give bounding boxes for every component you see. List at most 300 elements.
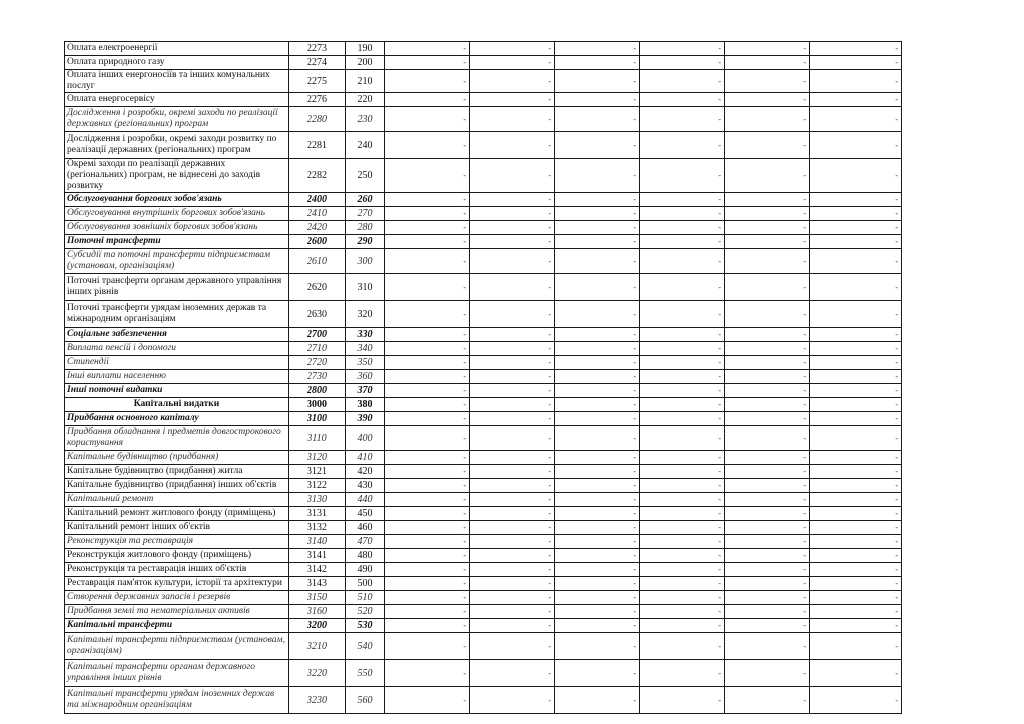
- line-code-cell: 280: [346, 221, 385, 235]
- value-cell: -: [810, 591, 902, 605]
- table-row: [65, 577, 902, 591]
- row-name-cell: Поточні трансферти урядам іноземних держав та міжнародним організаціям: [65, 301, 289, 328]
- value-cell: -: [555, 235, 640, 249]
- table-row: [65, 563, 902, 577]
- value-cell: -: [725, 132, 810, 159]
- value-cell: -: [555, 93, 640, 107]
- line-code-cell: 460: [346, 521, 385, 535]
- value-cell: -: [725, 235, 810, 249]
- table-row: [65, 342, 902, 356]
- value-cell: -: [810, 207, 902, 221]
- row-name-cell: Поточні трансферти органам державного управління інших рівнів: [65, 274, 289, 301]
- value-cell: -: [385, 479, 470, 493]
- value-cell: -: [725, 479, 810, 493]
- value-cell: -: [810, 132, 902, 159]
- value-cell: -: [470, 56, 555, 70]
- value-cell: -: [725, 535, 810, 549]
- kekv-code-cell: 3122: [289, 479, 346, 493]
- table-row: [65, 549, 902, 563]
- value-cell: -: [470, 107, 555, 132]
- value-cell: -: [470, 370, 555, 384]
- value-cell: -: [470, 42, 555, 56]
- value-cell: -: [725, 426, 810, 451]
- kekv-code-cell: 3150: [289, 591, 346, 605]
- value-cell: -: [810, 249, 902, 274]
- value-cell: -: [810, 56, 902, 70]
- value-cell: -: [470, 159, 555, 193]
- value-cell: -: [640, 249, 725, 274]
- value-cell: -: [385, 193, 470, 207]
- table-row: [65, 93, 902, 107]
- row-name-cell: Окремі заходи по реалізації державних (регіональних) програм, не віднесені до заходів розвитку: [65, 159, 289, 193]
- row-name-cell: Капітальні трансферти органам державного управління інших рівнів: [65, 660, 289, 687]
- row-name-cell: Субсидії та поточні трансферти підприємствам (установам, організаціям): [65, 249, 289, 274]
- value-cell: -: [555, 56, 640, 70]
- table-row: [65, 426, 902, 451]
- row-name-cell: Капітальні трансферти: [65, 619, 289, 633]
- value-cell: -: [555, 249, 640, 274]
- kekv-code-cell: 2700: [289, 328, 346, 342]
- value-cell: -: [725, 93, 810, 107]
- value-cell: -: [725, 107, 810, 132]
- value-cell: -: [725, 384, 810, 398]
- value-cell: -: [470, 687, 555, 714]
- value-cell: -: [555, 207, 640, 221]
- value-cell: -: [810, 451, 902, 465]
- value-cell: -: [555, 605, 640, 619]
- value-cell: -: [640, 549, 725, 563]
- value-cell: -: [555, 342, 640, 356]
- line-code-cell: 290: [346, 235, 385, 249]
- kekv-code-cell: 2710: [289, 342, 346, 356]
- value-cell: -: [725, 398, 810, 412]
- value-cell: -: [555, 633, 640, 660]
- line-code-cell: 250: [346, 159, 385, 193]
- row-name-cell: Придбання землі та нематеріальних активів: [65, 605, 289, 619]
- line-code-cell: 400: [346, 426, 385, 451]
- budget-table-sheet: [64, 41, 902, 714]
- kekv-code-cell: 2720: [289, 356, 346, 370]
- value-cell: -: [385, 207, 470, 221]
- value-cell: -: [640, 42, 725, 56]
- value-cell: -: [385, 384, 470, 398]
- value-cell: -: [555, 451, 640, 465]
- value-cell: -: [385, 274, 470, 301]
- value-cell: -: [640, 619, 725, 633]
- kekv-code-cell: 3121: [289, 465, 346, 479]
- value-cell: -: [810, 107, 902, 132]
- value-cell: -: [385, 577, 470, 591]
- value-cell: -: [640, 451, 725, 465]
- value-cell: -: [640, 159, 725, 193]
- value-cell: -: [810, 356, 902, 370]
- line-code-cell: 380: [346, 398, 385, 412]
- value-cell: -: [640, 412, 725, 426]
- table-row: [65, 398, 902, 412]
- kekv-code-cell: 3132: [289, 521, 346, 535]
- value-cell: -: [810, 549, 902, 563]
- value-cell: -: [810, 328, 902, 342]
- value-cell: -: [385, 535, 470, 549]
- row-name-cell: Капітальний ремонт інших об'єктів: [65, 521, 289, 535]
- value-cell: -: [810, 521, 902, 535]
- value-cell: -: [640, 370, 725, 384]
- value-cell: -: [555, 193, 640, 207]
- row-name-cell: Обслуговування внутрішніх боргових зобов'язань: [65, 207, 289, 221]
- value-cell: -: [385, 660, 470, 687]
- value-cell: -: [810, 507, 902, 521]
- value-cell: -: [470, 70, 555, 93]
- value-cell: -: [555, 619, 640, 633]
- row-name-cell: Реконструкція та реставрація: [65, 535, 289, 549]
- table-row: [65, 384, 902, 398]
- line-code-cell: 260: [346, 193, 385, 207]
- kekv-code-cell: 2730: [289, 370, 346, 384]
- value-cell: -: [385, 398, 470, 412]
- value-cell: -: [555, 221, 640, 235]
- value-cell: -: [725, 193, 810, 207]
- line-code-cell: 350: [346, 356, 385, 370]
- value-cell: -: [725, 356, 810, 370]
- value-cell: -: [555, 549, 640, 563]
- table-row: [65, 159, 902, 193]
- kekv-code-cell: 2276: [289, 93, 346, 107]
- value-cell: -: [470, 605, 555, 619]
- line-code-cell: 420: [346, 465, 385, 479]
- value-cell: -: [385, 56, 470, 70]
- value-cell: -: [810, 370, 902, 384]
- value-cell: -: [470, 521, 555, 535]
- value-cell: -: [640, 132, 725, 159]
- kekv-code-cell: 3160: [289, 605, 346, 619]
- value-cell: -: [470, 193, 555, 207]
- value-cell: -: [725, 591, 810, 605]
- row-name-cell: Капітальне будівництво (придбання) житла: [65, 465, 289, 479]
- value-cell: -: [640, 577, 725, 591]
- value-cell: -: [385, 465, 470, 479]
- value-cell: -: [640, 521, 725, 535]
- value-cell: -: [555, 521, 640, 535]
- line-code-cell: 450: [346, 507, 385, 521]
- value-cell: -: [810, 384, 902, 398]
- value-cell: -: [385, 591, 470, 605]
- value-cell: -: [640, 398, 725, 412]
- value-cell: -: [725, 605, 810, 619]
- value-cell: -: [640, 507, 725, 521]
- table-row: [65, 356, 902, 370]
- kekv-code-cell: 2274: [289, 56, 346, 70]
- value-cell: -: [470, 633, 555, 660]
- kekv-code-cell: 3142: [289, 563, 346, 577]
- value-cell: -: [470, 479, 555, 493]
- line-code-cell: 520: [346, 605, 385, 619]
- kekv-code-cell: 2281: [289, 132, 346, 159]
- line-code-cell: 340: [346, 342, 385, 356]
- value-cell: -: [470, 426, 555, 451]
- table-row: [65, 660, 902, 687]
- row-name-cell: Капітальне будівництво (придбання) інших об'єктів: [65, 479, 289, 493]
- value-cell: -: [555, 426, 640, 451]
- value-cell: -: [385, 451, 470, 465]
- value-cell: -: [640, 107, 725, 132]
- row-name-cell: Оплата енергосервісу: [65, 93, 289, 107]
- value-cell: -: [470, 577, 555, 591]
- table-row: [65, 591, 902, 605]
- value-cell: -: [470, 132, 555, 159]
- value-cell: -: [470, 493, 555, 507]
- value-cell: -: [725, 633, 810, 660]
- value-cell: -: [385, 342, 470, 356]
- line-code-cell: 330: [346, 328, 385, 342]
- value-cell: -: [555, 412, 640, 426]
- kekv-code-cell: 2620: [289, 274, 346, 301]
- value-cell: -: [640, 660, 725, 687]
- value-cell: -: [385, 235, 470, 249]
- value-cell: -: [810, 479, 902, 493]
- value-cell: -: [385, 356, 470, 370]
- value-cell: -: [640, 493, 725, 507]
- kekv-code-cell: 3200: [289, 619, 346, 633]
- row-name-cell: Придбання обладнання і предметів довгострокового користування: [65, 426, 289, 451]
- value-cell: -: [385, 159, 470, 193]
- line-code-cell: 560: [346, 687, 385, 714]
- value-cell: -: [555, 384, 640, 398]
- value-cell: -: [385, 412, 470, 426]
- value-cell: -: [555, 577, 640, 591]
- value-cell: -: [640, 465, 725, 479]
- kekv-code-cell: 3130: [289, 493, 346, 507]
- value-cell: -: [555, 535, 640, 549]
- row-name-cell: Капітальне будівництво (придбання): [65, 451, 289, 465]
- budget-expenditure-table: [64, 41, 902, 714]
- value-cell: -: [725, 412, 810, 426]
- line-code-cell: 360: [346, 370, 385, 384]
- table-row: [65, 451, 902, 465]
- value-cell: -: [810, 42, 902, 56]
- row-name-cell: Реконструкція житлового фонду (приміщень): [65, 549, 289, 563]
- line-code-cell: 190: [346, 42, 385, 56]
- kekv-code-cell: 3141: [289, 549, 346, 563]
- value-cell: -: [640, 384, 725, 398]
- line-code-cell: 550: [346, 660, 385, 687]
- value-cell: -: [640, 342, 725, 356]
- value-cell: -: [810, 235, 902, 249]
- value-cell: -: [385, 563, 470, 577]
- value-cell: -: [470, 549, 555, 563]
- value-cell: -: [385, 70, 470, 93]
- value-cell: -: [725, 687, 810, 714]
- value-cell: -: [555, 42, 640, 56]
- table-row: [65, 687, 902, 714]
- value-cell: -: [470, 93, 555, 107]
- line-code-cell: 500: [346, 577, 385, 591]
- value-cell: -: [470, 398, 555, 412]
- row-name-cell: Дослідження і розробки, окремі заходи по реалізації державних (регіональних) програм: [65, 107, 289, 132]
- line-code-cell: 240: [346, 132, 385, 159]
- value-cell: -: [725, 207, 810, 221]
- row-name-cell: Дослідження і розробки, окремі заходи розвитку по реалізації державних (регіональних) програм: [65, 132, 289, 159]
- row-name-cell: Капітальний ремонт: [65, 493, 289, 507]
- value-cell: -: [555, 660, 640, 687]
- line-code-cell: 320: [346, 301, 385, 328]
- line-code-cell: 530: [346, 619, 385, 633]
- value-cell: -: [470, 619, 555, 633]
- value-cell: -: [385, 507, 470, 521]
- table-row: [65, 535, 902, 549]
- value-cell: -: [810, 342, 902, 356]
- line-code-cell: 410: [346, 451, 385, 465]
- value-cell: -: [640, 591, 725, 605]
- value-cell: -: [725, 221, 810, 235]
- table-row: [65, 132, 902, 159]
- value-cell: -: [640, 93, 725, 107]
- line-code-cell: 220: [346, 93, 385, 107]
- value-cell: -: [385, 633, 470, 660]
- value-cell: -: [640, 70, 725, 93]
- row-name-cell: Виплата пенсій і допомоги: [65, 342, 289, 356]
- value-cell: -: [810, 687, 902, 714]
- value-cell: -: [470, 660, 555, 687]
- value-cell: -: [640, 221, 725, 235]
- value-cell: -: [640, 633, 725, 660]
- value-cell: -: [470, 249, 555, 274]
- value-cell: -: [385, 493, 470, 507]
- line-code-cell: 270: [346, 207, 385, 221]
- value-cell: -: [725, 70, 810, 93]
- value-cell: -: [555, 493, 640, 507]
- kekv-code-cell: 3100: [289, 412, 346, 426]
- line-code-cell: 210: [346, 70, 385, 93]
- kekv-code-cell: 3131: [289, 507, 346, 521]
- value-cell: -: [640, 687, 725, 714]
- line-code-cell: 230: [346, 107, 385, 132]
- kekv-code-cell: 2400: [289, 193, 346, 207]
- kekv-code-cell: 3120: [289, 451, 346, 465]
- value-cell: -: [385, 370, 470, 384]
- table-row: [65, 465, 902, 479]
- value-cell: -: [640, 479, 725, 493]
- kekv-code-cell: 3230: [289, 687, 346, 714]
- value-cell: -: [555, 563, 640, 577]
- kekv-code-cell: 3110: [289, 426, 346, 451]
- value-cell: -: [810, 493, 902, 507]
- value-cell: -: [555, 328, 640, 342]
- value-cell: -: [810, 605, 902, 619]
- table-body: [65, 42, 902, 714]
- value-cell: -: [725, 493, 810, 507]
- line-code-cell: 370: [346, 384, 385, 398]
- value-cell: -: [810, 633, 902, 660]
- row-name-cell: Поточні трансферти: [65, 235, 289, 249]
- value-cell: -: [555, 356, 640, 370]
- table-row: [65, 328, 902, 342]
- table-row: [65, 507, 902, 521]
- kekv-code-cell: 2410: [289, 207, 346, 221]
- value-cell: -: [555, 370, 640, 384]
- value-cell: -: [640, 274, 725, 301]
- value-cell: -: [810, 301, 902, 328]
- line-code-cell: 510: [346, 591, 385, 605]
- row-name-cell: Інші виплати населенню: [65, 370, 289, 384]
- row-name-cell: Обслуговування зовнішніх боргових зобов'язань: [65, 221, 289, 235]
- kekv-code-cell: 2420: [289, 221, 346, 235]
- value-cell: -: [810, 535, 902, 549]
- value-cell: -: [470, 535, 555, 549]
- value-cell: -: [725, 507, 810, 521]
- value-cell: -: [555, 132, 640, 159]
- value-cell: -: [470, 384, 555, 398]
- row-name-cell: Капітальні трансферти підприємствам (установам, організаціям): [65, 633, 289, 660]
- kekv-code-cell: 2273: [289, 42, 346, 56]
- kekv-code-cell: 2280: [289, 107, 346, 132]
- table-row: [65, 207, 902, 221]
- table-row: [65, 619, 902, 633]
- value-cell: -: [385, 687, 470, 714]
- row-name-cell: Оплата електроенергії: [65, 42, 289, 56]
- table-row: [65, 633, 902, 660]
- value-cell: -: [810, 70, 902, 93]
- value-cell: -: [640, 535, 725, 549]
- value-cell: -: [810, 426, 902, 451]
- kekv-code-cell: 2600: [289, 235, 346, 249]
- table-row: [65, 235, 902, 249]
- value-cell: -: [555, 274, 640, 301]
- line-code-cell: 300: [346, 249, 385, 274]
- kekv-code-cell: 3000: [289, 398, 346, 412]
- value-cell: -: [810, 274, 902, 301]
- value-cell: -: [725, 549, 810, 563]
- table-row: [65, 221, 902, 235]
- value-cell: -: [640, 426, 725, 451]
- line-code-cell: 200: [346, 56, 385, 70]
- value-cell: -: [640, 235, 725, 249]
- value-cell: -: [640, 563, 725, 577]
- value-cell: -: [470, 356, 555, 370]
- value-cell: -: [385, 93, 470, 107]
- value-cell: -: [725, 42, 810, 56]
- table-row: [65, 479, 902, 493]
- value-cell: -: [470, 451, 555, 465]
- kekv-code-cell: 3210: [289, 633, 346, 660]
- value-cell: -: [555, 159, 640, 193]
- row-name-cell: Оплата природного газу: [65, 56, 289, 70]
- value-cell: -: [385, 426, 470, 451]
- line-code-cell: 480: [346, 549, 385, 563]
- row-name-cell: Соціальне забезпечення: [65, 328, 289, 342]
- value-cell: -: [385, 301, 470, 328]
- value-cell: -: [385, 619, 470, 633]
- value-cell: -: [385, 521, 470, 535]
- value-cell: -: [725, 563, 810, 577]
- value-cell: -: [640, 193, 725, 207]
- value-cell: -: [725, 342, 810, 356]
- table-row: [65, 42, 902, 56]
- value-cell: -: [725, 274, 810, 301]
- table-row: [65, 107, 902, 132]
- value-cell: -: [555, 479, 640, 493]
- value-cell: -: [555, 687, 640, 714]
- value-cell: -: [385, 221, 470, 235]
- line-code-cell: 490: [346, 563, 385, 577]
- row-name-cell: Обслуговування боргових зобов'язань: [65, 193, 289, 207]
- value-cell: -: [385, 249, 470, 274]
- row-name-cell: Оплата інших енергоносіїв та інших комунальних послуг: [65, 70, 289, 93]
- table-row: [65, 249, 902, 274]
- value-cell: -: [725, 521, 810, 535]
- value-cell: -: [810, 193, 902, 207]
- value-cell: -: [470, 342, 555, 356]
- value-cell: -: [810, 93, 902, 107]
